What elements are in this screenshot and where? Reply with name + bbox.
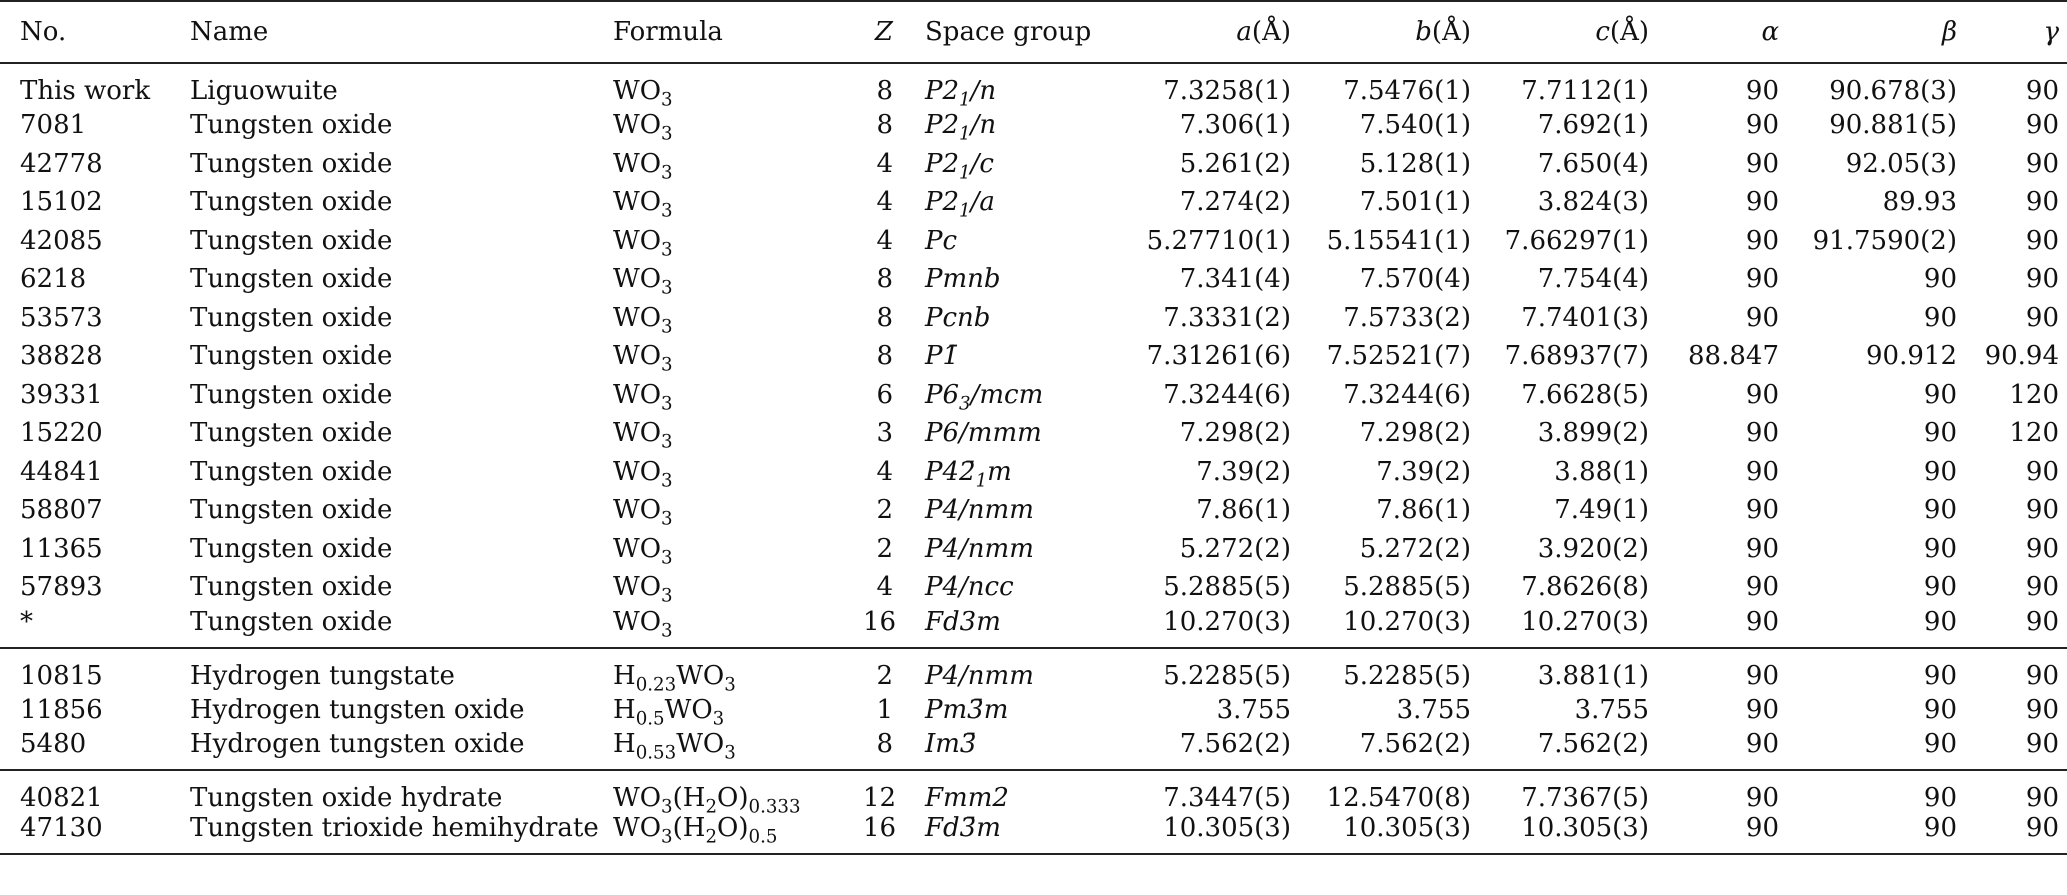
cell-formula: $WO_3(H_2O)_{0.5}$ <box>613 813 778 848</box>
cell-formula: $WO_3$ <box>613 148 673 184</box>
cell-no: 58807 <box>20 495 103 526</box>
cell-no: 6218 <box>20 264 87 295</box>
cell-formula: $WO_3(H_2O)_{0.333}$ <box>613 783 801 818</box>
cell-alpha: 90 <box>1745 110 1779 141</box>
cell-space-group: P4/ncc <box>925 572 1014 603</box>
cell-b: 7.86(1) <box>1376 495 1471 526</box>
cell-formula: $WO_3$ <box>613 606 673 641</box>
cell-formula: $WO_3$ <box>613 110 673 145</box>
cell-no: 38828 <box>20 341 103 372</box>
cell-z: 2 <box>876 533 893 564</box>
cell-z: 1 <box>876 694 893 725</box>
cell-a: 7.3447(5) <box>1163 783 1291 813</box>
cell-beta: 90 <box>1923 813 1957 843</box>
cell-gamma: 90 <box>2025 606 2059 637</box>
cell-formula: $WO_3$ <box>613 418 673 453</box>
cell-a: 5.261(2) <box>1179 148 1291 179</box>
cell-b: 7.39(2) <box>1376 456 1471 487</box>
cell-formula: $WO_3$ <box>613 302 673 338</box>
cell-a: 7.306(1) <box>1179 110 1291 141</box>
cell-c: 7.692(1) <box>1537 110 1649 141</box>
header-alpha: α <box>1649 1 1779 63</box>
cell-space-group: Pc <box>925 225 958 256</box>
cell-no: 15220 <box>20 418 103 449</box>
cell-b: 10.305(3) <box>1343 813 1471 843</box>
cell-a: 7.86(1) <box>1196 495 1291 526</box>
cell-c: 7.7367(5) <box>1521 783 1649 813</box>
cell-space-group: Im3̄ <box>925 729 977 759</box>
header-b: b(Å) <box>1291 1 1471 63</box>
cell-name: Tungsten oxide <box>190 110 393 141</box>
cell-a: 5.2885(5) <box>1163 572 1291 603</box>
cell-c: 7.66297(1) <box>1504 225 1649 256</box>
table-row <box>0 568 2067 607</box>
cell-c: 10.305(3) <box>1521 813 1649 843</box>
cell-gamma: 90 <box>2025 660 2059 691</box>
cell-alpha: 90 <box>1745 729 1779 759</box>
cell-name: Tungsten oxide <box>190 456 393 487</box>
table-group-hydrates <box>0 770 2067 854</box>
table-row <box>0 729 2067 770</box>
table-row <box>0 299 2067 338</box>
cell-name: Tungsten oxide <box>190 302 393 333</box>
table-row <box>0 691 2067 730</box>
cell-a: 5.2285(5) <box>1163 660 1291 691</box>
cell-formula: $WO_3$ <box>613 533 673 569</box>
cell-alpha: 90 <box>1745 418 1779 449</box>
cell-name: Hydrogen tungsten oxide <box>190 729 525 759</box>
cell-a: 7.39(2) <box>1196 456 1291 487</box>
cell-no: 39331 <box>20 379 103 410</box>
cell-z: 4 <box>876 456 893 487</box>
cell-no: 44841 <box>20 456 103 487</box>
cell-name: Tungsten trioxide hemihydrate <box>190 813 599 843</box>
cell-formula: $WO_3$ <box>613 187 673 222</box>
cell-z: 4 <box>876 148 893 179</box>
header-gamma: γ <box>1957 1 2067 63</box>
cell-gamma: 90 <box>2025 187 2059 218</box>
table-row <box>0 260 2067 299</box>
cell-alpha: 90 <box>1745 533 1779 564</box>
cell-gamma: 120 <box>2009 418 2059 449</box>
cell-z: 16 <box>863 606 897 637</box>
cell-c: 7.49(1) <box>1554 495 1649 526</box>
cell-no: This work <box>20 76 151 106</box>
table-row <box>0 453 2067 492</box>
header-z: Z <box>863 1 893 63</box>
cell-alpha: 88.847 <box>1688 341 1779 372</box>
cell-alpha: 90 <box>1745 148 1779 179</box>
cell-z: 8 <box>876 302 893 333</box>
cell-gamma: 90.94 <box>1984 341 2059 372</box>
cell-beta: 90 <box>1923 783 1957 813</box>
table-group-hydrogen-tungstates <box>0 648 2067 771</box>
header-c: c(Å) <box>1471 1 1649 63</box>
cell-alpha: 90 <box>1745 379 1779 410</box>
cell-formula: $H_{0.5}WO_3$ <box>613 694 725 730</box>
cell-b: 12.5470(8) <box>1326 783 1471 813</box>
header-a: a(Å) <box>1113 1 1291 63</box>
cell-z: 12 <box>863 783 897 813</box>
cell-space-group: $P2_1/n$ <box>925 110 997 145</box>
cell-b: 5.128(1) <box>1359 148 1471 179</box>
cell-name: Tungsten oxide <box>190 187 393 218</box>
cell-no: 42085 <box>20 225 103 256</box>
cell-b: 7.3244(6) <box>1343 379 1471 410</box>
header-no: No. <box>0 1 190 63</box>
cell-gamma: 90 <box>2025 495 2059 526</box>
cell-beta: 90 <box>1923 606 1957 637</box>
cell-space-group: Pm3̄m <box>925 694 1009 725</box>
cell-b: 7.562(2) <box>1359 729 1471 759</box>
table-row <box>0 491 2067 530</box>
cell-b: 3.755 <box>1396 694 1471 725</box>
cell-z: 6 <box>876 379 893 410</box>
cell-no: 53573 <box>20 302 103 333</box>
cell-beta: 90.881(5) <box>1829 110 1957 141</box>
cell-alpha: 90 <box>1745 660 1779 691</box>
cell-c: 3.881(1) <box>1537 660 1649 691</box>
cell-beta: 89.93 <box>1882 187 1957 218</box>
cell-beta: 90 <box>1923 418 1957 449</box>
cell-gamma: 90 <box>2025 302 2059 333</box>
cell-gamma: 90 <box>2025 572 2059 603</box>
cell-c: 3.920(2) <box>1537 533 1649 564</box>
cell-alpha: 90 <box>1745 76 1779 106</box>
cell-name: Hydrogen tungsten oxide <box>190 694 525 725</box>
table-row <box>0 530 2067 569</box>
cell-z: 2 <box>876 495 893 526</box>
table-row <box>0 222 2067 261</box>
cell-beta: 90 <box>1923 572 1957 603</box>
cell-a: 7.562(2) <box>1179 729 1291 759</box>
cell-gamma: 90 <box>2025 225 2059 256</box>
cell-a: 5.272(2) <box>1179 533 1291 564</box>
cell-z: 8 <box>876 341 893 372</box>
cell-c: 7.6628(5) <box>1521 379 1649 410</box>
cell-no: 11365 <box>20 533 103 564</box>
cell-alpha: 90 <box>1745 302 1779 333</box>
table-row <box>0 770 2067 813</box>
table-row <box>0 106 2067 145</box>
cell-name: Tungsten oxide <box>190 341 393 372</box>
cell-a: 7.298(2) <box>1179 418 1291 449</box>
cell-b: 7.540(1) <box>1359 110 1471 141</box>
table-row <box>0 183 2067 222</box>
cell-c: 3.824(3) <box>1537 187 1649 218</box>
cell-a: 7.3331(2) <box>1163 302 1291 333</box>
cell-b: 7.5733(2) <box>1343 302 1471 333</box>
cell-formula: $H_{0.53}WO_3$ <box>613 729 736 764</box>
table-row <box>0 337 2067 376</box>
cell-name: Tungsten oxide <box>190 225 393 256</box>
cell-b: 10.270(3) <box>1343 606 1471 637</box>
cell-z: 3 <box>876 418 893 449</box>
cell-alpha: 90 <box>1745 694 1779 725</box>
cell-alpha: 90 <box>1745 606 1779 637</box>
cell-c: 3.88(1) <box>1554 456 1649 487</box>
cell-z: 8 <box>876 729 893 759</box>
cell-gamma: 120 <box>2009 379 2059 410</box>
cell-b: 5.2285(5) <box>1343 660 1471 691</box>
cell-alpha: 90 <box>1745 813 1779 843</box>
cell-beta: 90.912 <box>1866 341 1957 372</box>
cell-b: 7.570(4) <box>1359 264 1471 295</box>
cell-b: 5.272(2) <box>1359 533 1471 564</box>
cell-c: 3.755 <box>1574 694 1649 725</box>
header-beta: β <box>1779 1 1957 63</box>
cell-formula: $WO_3$ <box>613 76 673 111</box>
table-header-row <box>0 1 2067 63</box>
cell-a: 5.27710(1) <box>1146 225 1291 256</box>
header-a-unit: (Å) <box>1251 17 1291 47</box>
cell-beta: 90.678(3) <box>1829 76 1957 106</box>
cell-name: Hydrogen tungstate <box>190 660 455 691</box>
cell-space-group: Fmm2 <box>925 783 1009 813</box>
cell-gamma: 90 <box>2025 264 2059 295</box>
cell-a: 7.341(4) <box>1179 264 1291 295</box>
cell-z: 8 <box>876 76 893 106</box>
cell-no: 10815 <box>20 660 103 691</box>
cell-c: 10.270(3) <box>1521 606 1649 637</box>
cell-space-group: P4/nmm <box>925 533 1034 564</box>
cell-beta: 90 <box>1923 729 1957 759</box>
cell-alpha: 90 <box>1745 187 1779 218</box>
table-row <box>0 813 2067 854</box>
cell-alpha: 90 <box>1745 495 1779 526</box>
cell-c: 3.899(2) <box>1537 418 1649 449</box>
cell-alpha: 90 <box>1745 456 1779 487</box>
cell-c: 7.562(2) <box>1537 729 1649 759</box>
cell-c: 7.7401(3) <box>1521 302 1649 333</box>
table-row <box>0 63 2067 106</box>
cell-c: 7.7112(1) <box>1521 76 1649 106</box>
cell-name: Tungsten oxide <box>190 495 393 526</box>
cell-formula: $WO_3$ <box>613 456 673 492</box>
cell-no: 7081 <box>20 110 87 141</box>
cell-gamma: 90 <box>2025 813 2059 843</box>
cell-no: 15102 <box>20 187 103 218</box>
cell-alpha: 90 <box>1745 783 1779 813</box>
cell-a: 7.3244(6) <box>1163 379 1291 410</box>
cell-no: 47130 <box>20 813 103 843</box>
cell-space-group: $P2_1/n$ <box>925 76 997 111</box>
cell-space-group: P6/mmm <box>925 418 1042 449</box>
cell-alpha: 90 <box>1745 225 1779 256</box>
cell-name: Tungsten oxide <box>190 606 393 637</box>
cell-no: 42778 <box>20 148 103 179</box>
cell-gamma: 90 <box>2025 729 2059 759</box>
cell-formula: $WO_3$ <box>613 264 673 299</box>
cell-space-group: $P2_1/a$ <box>925 187 995 222</box>
cell-a: 7.31261(6) <box>1146 341 1291 372</box>
cell-beta: 90 <box>1923 456 1957 487</box>
cell-b: 5.15541(1) <box>1326 225 1471 256</box>
cell-beta: 91.7590(2) <box>1812 225 1957 256</box>
header-formula: Formula <box>613 1 863 63</box>
cell-z: 16 <box>863 813 897 843</box>
cell-formula: $WO_3$ <box>613 572 673 607</box>
cell-no: 57893 <box>20 572 103 603</box>
table-row <box>0 414 2067 453</box>
cell-no: 11856 <box>20 694 103 725</box>
cell-z: 2 <box>876 660 893 691</box>
table-row <box>0 376 2067 415</box>
cell-b: 7.501(1) <box>1359 187 1471 218</box>
cell-a: 7.274(2) <box>1179 187 1291 218</box>
cell-beta: 90 <box>1923 694 1957 725</box>
cell-beta: 90 <box>1923 495 1957 526</box>
header-b-unit: (Å) <box>1431 17 1471 47</box>
cell-name: Tungsten oxide hydrate <box>190 783 503 813</box>
cell-a: 10.305(3) <box>1163 813 1291 843</box>
cell-beta: 90 <box>1923 264 1957 295</box>
cell-space-group: P1̄ <box>925 341 960 372</box>
cell-space-group: $P42̄_1m$ <box>925 456 1012 492</box>
table-row <box>0 145 2067 184</box>
cell-z: 8 <box>876 110 893 141</box>
cell-space-group: Fd3m <box>925 606 1001 637</box>
cell-z: 8 <box>876 264 893 295</box>
cell-z: 4 <box>876 187 893 218</box>
cell-beta: 90 <box>1923 660 1957 691</box>
cell-c: 7.650(4) <box>1537 148 1649 179</box>
cell-space-group: $P2_1/c$ <box>925 148 994 184</box>
cell-name: Tungsten oxide <box>190 572 393 603</box>
cell-beta: 90 <box>1923 379 1957 410</box>
cell-space-group: Pcnb <box>925 302 991 333</box>
cell-name: Tungsten oxide <box>190 264 393 295</box>
cell-z: 4 <box>876 225 893 256</box>
cell-beta: 90 <box>1923 302 1957 333</box>
cell-formula: $WO_3$ <box>613 341 673 376</box>
cell-c: 7.8626(8) <box>1521 572 1649 603</box>
cell-c: 7.754(4) <box>1537 264 1649 295</box>
cell-gamma: 90 <box>2025 110 2059 141</box>
cell-formula: $WO_3$ <box>613 225 673 261</box>
cell-name: Liguowuite <box>190 76 338 106</box>
cell-z: 4 <box>876 572 893 603</box>
cell-b: 7.52521(7) <box>1326 341 1471 372</box>
cell-space-group: Pmnb <box>925 264 1001 295</box>
cell-gamma: 90 <box>2025 456 2059 487</box>
cell-b: 5.2885(5) <box>1343 572 1471 603</box>
cell-space-group: Fd3̄m <box>925 813 1001 843</box>
cell-no: 5480 <box>20 729 87 759</box>
cell-name: Tungsten oxide <box>190 533 393 564</box>
header-c-unit: (Å) <box>1609 17 1649 47</box>
cell-gamma: 90 <box>2025 148 2059 179</box>
cell-a: 10.270(3) <box>1163 606 1291 637</box>
cell-a: 3.755 <box>1216 694 1291 725</box>
cell-beta: 90 <box>1923 533 1957 564</box>
cell-a: 7.3258(1) <box>1163 76 1291 106</box>
cell-beta: 92.05(3) <box>1845 148 1957 179</box>
cell-gamma: 90 <box>2025 533 2059 564</box>
cell-b: 7.298(2) <box>1359 418 1471 449</box>
cell-b: 7.5476(1) <box>1343 76 1471 106</box>
cell-name: Tungsten oxide <box>190 379 393 410</box>
cell-no: 40821 <box>20 783 103 813</box>
cell-gamma: 90 <box>2025 76 2059 106</box>
cell-space-group: $P6_3$/mcm <box>925 379 1044 415</box>
cell-no: * <box>20 606 33 637</box>
table-row <box>0 648 2067 691</box>
cell-c: 7.68937(7) <box>1504 341 1649 372</box>
cell-alpha: 90 <box>1745 264 1779 295</box>
cell-gamma: 90 <box>2025 694 2059 725</box>
header-name: Name <box>190 1 613 63</box>
cell-gamma: 90 <box>2025 783 2059 813</box>
cell-formula: $H_{0.23}WO_3$ <box>613 660 736 695</box>
header-space-group: Space group <box>893 1 1113 63</box>
cell-space-group: P4/nmm <box>925 495 1034 526</box>
cell-space-group: P4/nmm <box>925 660 1034 691</box>
cell-name: Tungsten oxide <box>190 418 393 449</box>
cell-alpha: 90 <box>1745 572 1779 603</box>
cell-formula: $WO_3$ <box>613 379 673 415</box>
table-group-tungsten-oxides <box>0 63 2067 648</box>
table-row <box>0 607 2067 648</box>
cell-name: Tungsten oxide <box>190 148 393 179</box>
cell-formula: $WO_3$ <box>613 495 673 530</box>
